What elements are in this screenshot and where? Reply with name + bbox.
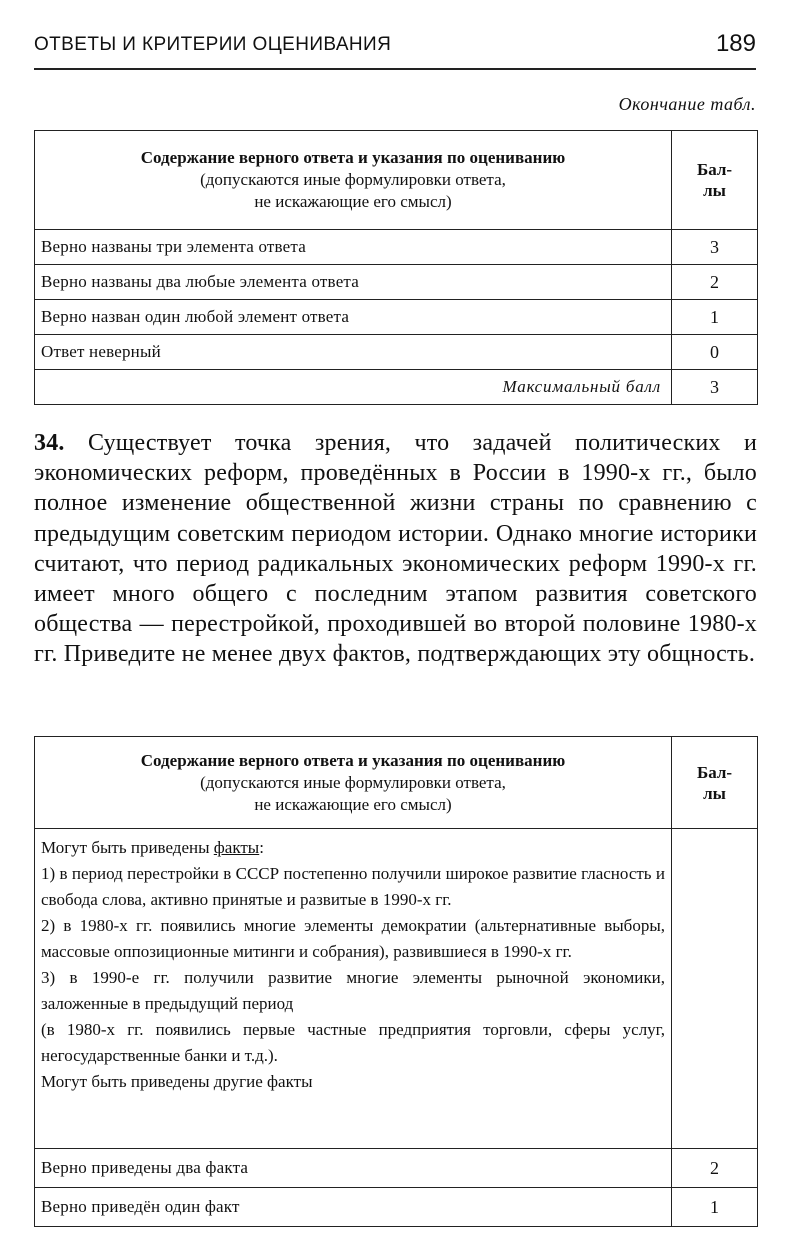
header-content-cell bbox=[35, 131, 672, 230]
criterion-text: Верно приведён один факт bbox=[35, 1188, 672, 1227]
points-label-1: Бал- bbox=[696, 160, 733, 179]
points-label-1: Бал- bbox=[696, 762, 733, 782]
table-row bbox=[35, 1188, 758, 1227]
criterion-points: 3 bbox=[672, 230, 758, 265]
max-score-label: Максимальный балл bbox=[35, 370, 672, 405]
table-row bbox=[35, 230, 758, 265]
header-note-line2: не искажающие его смысл) bbox=[254, 794, 452, 814]
criterion-points: 1 bbox=[672, 300, 758, 335]
question-text: Существует точка зрения, что задачей политических и экономических реформ, проведённых в России в 1990-х гг., было полное изменение общественной жизни страны по сравнению с предыдущим советским периодом истории. Однако многие историки считают, что период радикальных экономических реформ 1990-х гг. имеет много общего с последним этапом развития советского общества — перестройкой, проходившей во второй половине 1980-х гг. Приведите не менее двух фактов, подтверждающих эту общность. bbox=[34, 430, 757, 668]
running-title: ОТВЕТЫ И КРИТЕРИИ ОЦЕНИВАНИЯ bbox=[34, 34, 392, 55]
fact-2: 2) в 1980-х гг. появились многие элементы демократии (альтернативные выборы, массовые оппозиционные митинги и собрания), развившиеся в 1990-х гг. bbox=[41, 916, 665, 961]
page-number: 189 bbox=[715, 30, 756, 57]
header-title: Содержание верного ответа и указания по оцениванию bbox=[140, 148, 566, 167]
question-34 bbox=[34, 428, 757, 670]
page-header bbox=[34, 26, 756, 70]
table-row bbox=[35, 300, 758, 335]
question-number: 34. bbox=[34, 430, 65, 456]
table-row bbox=[35, 265, 758, 300]
table-header-row bbox=[35, 737, 758, 829]
facts-row bbox=[35, 829, 758, 1149]
criterion-points: 2 bbox=[672, 1149, 758, 1188]
points-label-2: лы bbox=[703, 181, 726, 200]
header-points-cell bbox=[672, 131, 758, 230]
header-title: Содержание верного ответа и указания по оцениванию bbox=[140, 750, 566, 770]
header-note-line1: (допускаются иные формулировки ответа, bbox=[200, 170, 506, 189]
facts-intro-colon: : bbox=[259, 838, 264, 857]
points-label-2: лы bbox=[703, 783, 726, 803]
facts-intro bbox=[41, 835, 665, 861]
criterion-points: 0 bbox=[672, 335, 758, 370]
header-content-cell bbox=[35, 737, 672, 829]
header-note-line1: (допускаются иные формулировки ответа, bbox=[200, 772, 506, 792]
fact-3: 3) в 1990-е гг. получили развитие многие элементы рыночной экономики, заложенные в предыдущий период bbox=[41, 968, 665, 1013]
facts-intro-text: Могут быть приведены bbox=[41, 838, 214, 857]
max-score-value: 3 bbox=[672, 370, 758, 405]
facts-points-cell bbox=[672, 829, 758, 1149]
table-continuation-label: Окончание табл. bbox=[618, 94, 756, 114]
criterion-points: 1 bbox=[672, 1188, 758, 1227]
criterion-text: Верно приведены два факта bbox=[35, 1149, 672, 1188]
criterion-text: Верно назван один любой элемент ответа bbox=[35, 300, 672, 335]
header-points-cell bbox=[672, 737, 758, 829]
criterion-points: 2 bbox=[672, 265, 758, 300]
facts-intro-underlined: факты bbox=[213, 838, 260, 857]
facts-other: Могут быть приведены другие факты bbox=[41, 1072, 313, 1091]
grading-table-34 bbox=[34, 736, 758, 1227]
criterion-text: Верно названы два любые элемента ответа bbox=[35, 265, 672, 300]
criterion-text: Верно названы три элемента ответа bbox=[35, 230, 672, 265]
fact-3-note: (в 1980-х гг. появились первые частные предприятия торговли, сферы услуг, негосударственные банки и т.д.). bbox=[41, 1020, 665, 1065]
fact-1: 1) в период перестройки в СССР постепенно получили широкое развитие гласность и свобода слова, активно принятые и развитые в 1990-х гг. bbox=[41, 864, 665, 909]
header-note-line2: не искажающие его смысл) bbox=[254, 192, 452, 211]
grading-table-33 bbox=[34, 130, 758, 405]
table-header-row bbox=[35, 131, 758, 230]
max-score-row bbox=[35, 370, 758, 405]
table-row bbox=[35, 1149, 758, 1188]
criterion-text: Ответ неверный bbox=[35, 335, 672, 370]
table-row bbox=[35, 335, 758, 370]
facts-cell bbox=[35, 829, 672, 1149]
